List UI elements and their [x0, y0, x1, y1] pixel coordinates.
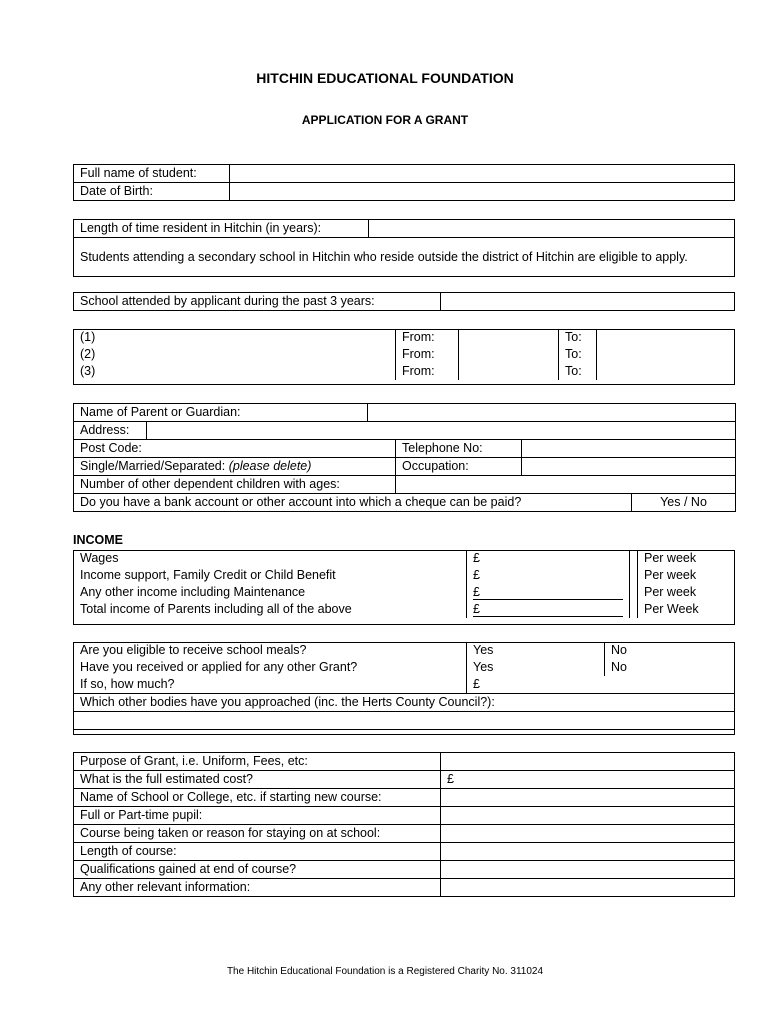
dob-field[interactable] — [230, 183, 735, 201]
grant-cost-field[interactable]: £ — [441, 771, 735, 789]
school-row-to-label: To: — [559, 329, 597, 346]
marital-status[interactable] — [74, 458, 396, 476]
residence-length-label: Length of time resident in Hitchin (in years): — [74, 220, 369, 238]
grant-table — [73, 752, 735, 897]
school-row-num: (3) — [74, 363, 396, 380]
income-row-label: Wages — [74, 550, 467, 567]
address-field[interactable] — [147, 422, 736, 440]
other-grant-yes[interactable]: Yes — [467, 659, 605, 676]
grant-row-field[interactable] — [441, 807, 735, 825]
other-grant-no[interactable]: No — [605, 659, 735, 676]
full-name-label: Full name of student: — [74, 165, 230, 183]
student-table — [73, 164, 735, 201]
grant-row-field[interactable] — [441, 879, 735, 897]
grant-row-label: Name of School or College, etc. if starting new course: — [74, 789, 441, 807]
school-meals-yes[interactable]: Yes — [467, 642, 605, 659]
parent-name-field[interactable] — [368, 404, 736, 422]
occupation-label: Occupation: — [396, 458, 522, 476]
school-meals-label: Are you eligible to receive school meals? — [74, 642, 467, 659]
income-currency: £ — [473, 602, 623, 617]
page-subtitle: APPLICATION FOR A GRANT — [301, 113, 469, 127]
income-period: Per week — [638, 584, 735, 601]
marital-status-label: Single/Married/Separated: — [80, 459, 226, 473]
dependents-label: Number of other dependent children with ages: — [74, 476, 396, 494]
occupation-field[interactable] — [522, 458, 736, 476]
school-row-num: (1) — [74, 329, 396, 346]
bank-account-answer[interactable]: Yes / No — [632, 494, 736, 512]
grant-row-field[interactable] — [441, 843, 735, 861]
residence-note: Students attending a secondary school in Hitchin who reside outside the district of Hitchin are eligible to apply. — [74, 238, 735, 277]
school-row-to-field[interactable] — [597, 329, 735, 346]
grant-row-label: Any other relevant information: — [74, 879, 441, 897]
income-period: Per week — [638, 567, 735, 584]
income-currency: £ — [473, 585, 623, 600]
school-row-to-field[interactable] — [597, 346, 735, 363]
school-row-to-label: To: — [559, 363, 597, 380]
how-much-field[interactable]: £ — [467, 676, 735, 694]
dependents-field[interactable] — [396, 476, 736, 494]
dob-label: Date of Birth: — [74, 183, 230, 201]
telephone-field[interactable] — [522, 440, 736, 458]
how-much-label: If so, how much? — [74, 676, 467, 694]
school-row-from-label: From: — [396, 329, 459, 346]
school-row-from-field[interactable] — [459, 363, 559, 380]
income-heading: INCOME — [73, 533, 123, 547]
school-meals-no[interactable]: No — [605, 642, 735, 659]
school-row-from-field[interactable] — [459, 346, 559, 363]
grant-row-field[interactable] — [441, 861, 735, 879]
full-name-field[interactable] — [230, 165, 735, 183]
school-history-table — [73, 329, 735, 380]
grant-row-label: Qualifications gained at end of course? — [74, 861, 441, 879]
income-period: Per week — [638, 550, 735, 567]
grant-row-label: Course being taken or reason for staying on at school: — [74, 825, 441, 843]
school-row-num: (2) — [74, 346, 396, 363]
bank-account-label: Do you have a bank account or other account into which a cheque can be paid? — [74, 494, 632, 512]
grant-row-label: Purpose of Grant, i.e. Uniform, Fees, etc: — [74, 753, 441, 771]
school-attended-label: School attended by applicant during the past 3 years: — [74, 293, 441, 311]
other-bodies-label: Which other bodies have you approached (inc. the Herts County Council?): — [74, 694, 735, 712]
school-attended-table — [73, 292, 735, 311]
marital-status-note: (please delete) — [228, 459, 312, 473]
school-row-from-label: From: — [396, 363, 459, 380]
residence-table — [73, 219, 735, 277]
grant-row-field[interactable] — [441, 825, 735, 843]
school-row-from-field[interactable] — [459, 329, 559, 346]
income-currency-field[interactable] — [467, 584, 630, 601]
telephone-label: Telephone No: — [396, 440, 522, 458]
grant-row-field[interactable] — [441, 753, 735, 771]
income-currency[interactable]: £ — [467, 567, 630, 584]
income-period: Per Week — [638, 601, 735, 618]
school-row-from-label: From: — [396, 346, 459, 363]
postcode-label: Post Code: — [74, 440, 396, 458]
school-row-to-label: To: — [559, 346, 597, 363]
parent-name-label: Name of Parent or Guardian: — [74, 404, 368, 422]
income-row-label: Any other income including Maintenance — [74, 584, 467, 601]
income-table — [73, 550, 735, 618]
other-bodies-field[interactable] — [74, 712, 735, 730]
income-row-label: Total income of Parents including all of the above — [74, 601, 467, 618]
grant-row-label: What is the full estimated cost? — [74, 771, 441, 789]
other-grant-label: Have you received or applied for any other Grant? — [74, 659, 467, 676]
grant-row-field[interactable] — [441, 789, 735, 807]
school-attended-field[interactable] — [441, 293, 735, 311]
income-currency-field[interactable] — [467, 601, 630, 618]
grant-row-label: Length of course: — [74, 843, 441, 861]
grant-row-label: Full or Part-time pupil: — [74, 807, 441, 825]
page-title: HITCHIN EDUCATIONAL FOUNDATION — [256, 70, 514, 86]
address-label: Address: — [74, 422, 147, 440]
footer-charity-note: The Hitchin Educational Foundation is a Registered Charity No. 311024 — [226, 966, 544, 977]
eligibility-table — [73, 642, 735, 730]
school-row-to-field[interactable] — [597, 363, 735, 380]
income-currency[interactable]: £ — [467, 550, 630, 567]
income-row-label: Income support, Family Credit or Child Benefit — [74, 567, 467, 584]
residence-length-field[interactable] — [369, 220, 735, 238]
parent-table — [73, 403, 736, 512]
